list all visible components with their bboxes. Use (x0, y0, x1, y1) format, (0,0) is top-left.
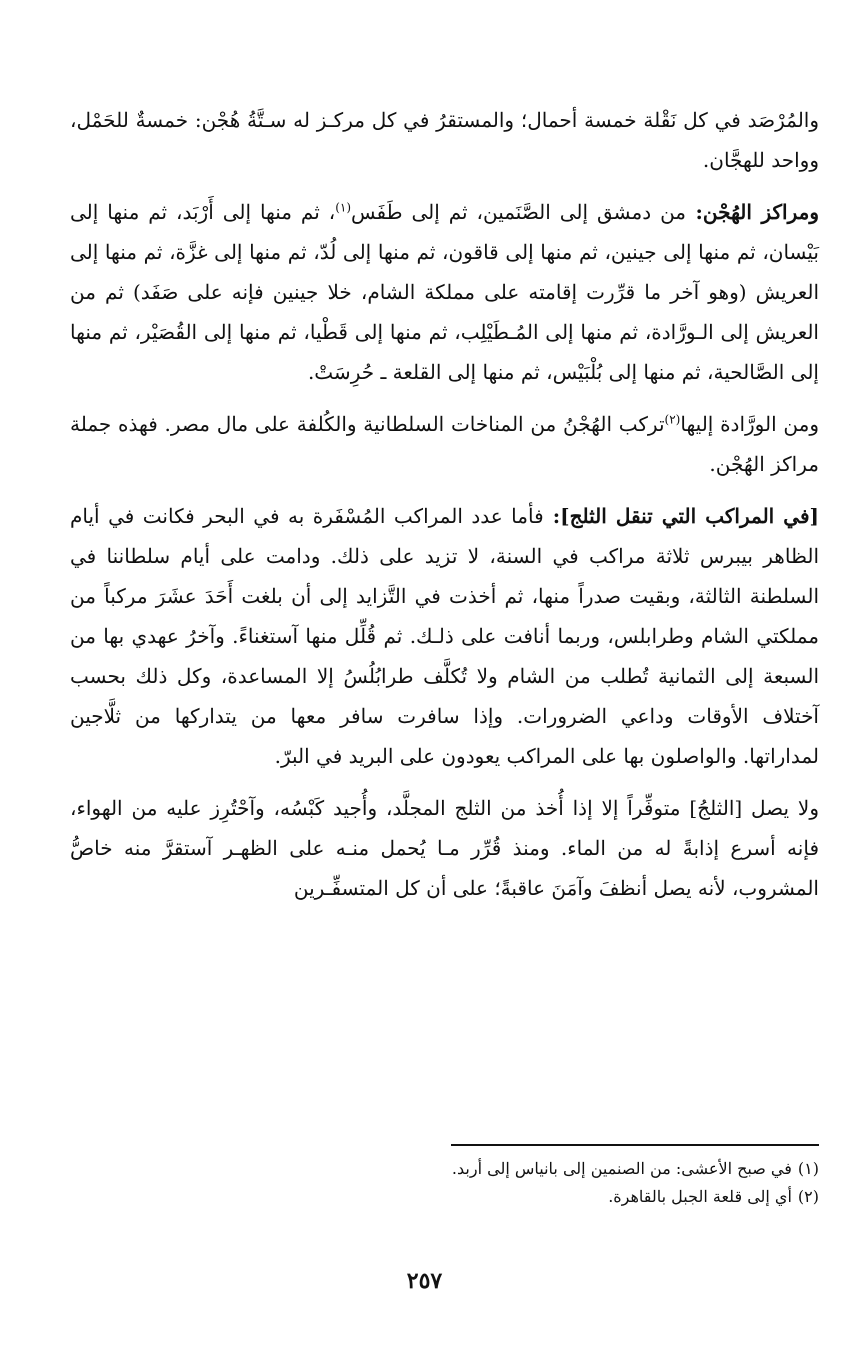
footnote-2 (200, 1183, 819, 1211)
paragraph-ice-ships (70, 496, 819, 776)
paragraph-text-before-ref: ومن الورَّادة إليها (680, 412, 819, 436)
paragraph-text: تركب الهُجْنُ من المناخات السلطانية والكُلفة على مال مصر. فهذه جملة مراكز الهُجْن. (70, 412, 819, 476)
footnote-text: في صبح الأعشى: من الصنمين إلى بانياس إلى أربد. (451, 1159, 792, 1178)
paragraph-text: ولا يصل [الثلجُ] متوفِّراً إلا إذا أُخذ من الثلج المجلَّد، وأُجيد كَبْسُه، وآحْتُرِز عليه من الهواء، فإنه أسرع إذابةً له من الماء. ومنذ قُرِّر مـا يُحمل منـه على الظهـر آستقرَّ منه خاصُّ المشروب، لأنه يصل أنظفَ وآمَنَ عاقبةً؛ على أن كل المتسفِّـرين (70, 796, 820, 900)
footnote-divider (451, 1144, 819, 1146)
paragraph-warrada (70, 404, 819, 484)
page-number: ٢٥٧ (406, 1268, 443, 1294)
footnote-reference-1[interactable]: (١) (335, 200, 352, 215)
paragraph-text: فأما عدد المراكب المُسْفَرة به في البحر فكانت في أيام الظاهر بيبرس ثلاثة مراكب في السنة، لا تزيد على ذلك. ودامت على أيام سلطاننا في السلطنة الثالثة، وبقيت صدراً منها، ثم أخذت في التَّزايد إلى أن بلغت أَحَدَ عشَرَ مركباً من مملكتي الشام وطرابلس، وربما أنافت على ذلـك. ثم قُلِّل منها آستغناءً. وآخرُ عهدي بها من السبعة إلى الثمانية تُطلب من الشام ولا تُكلَّف طرابُلُسُ إلا المساعدة، وكل ذلك بحسب آختلاف الأوقات وداعي الضرورات. وإذا سافرت سافر معها من يتداركها من ثلَّاجين لمداراتها. والواصلون بها على المراكب يعودون على البريد في البرّ. (70, 504, 819, 768)
paragraph-ice-arrival (70, 788, 819, 908)
footnote-number: (١) (797, 1159, 819, 1178)
paragraph-courier-stations (70, 100, 819, 180)
paragraph-camel-stations (70, 192, 819, 392)
footnote-reference-2[interactable]: (٢) (664, 412, 681, 427)
footnote-number: (٢) (797, 1187, 819, 1206)
main-text (70, 100, 819, 908)
footnotes (200, 1155, 819, 1211)
paragraph-text: والمُرْصَد في كل نَقْلة خمسة أحمال؛ والمستقرُ في كل مركـز له سـتَّةُ هُجْن: خمسةٌ للحَمْل، وواحد للهجَّان. (70, 108, 819, 172)
section-heading: [في المراكب التي تنقل الثلج]: (543, 504, 819, 528)
footnote-text: أي إلى قلعة الجبل بالقاهرة. (608, 1187, 792, 1206)
paragraph-text: ، ثم منها إلى أَرْبَد، ثم منها إلى بَيْسان، ثم منها إلى جينين، ثم منها إلى قاقون، ثم منها إلى لُدّ، ثم منها إلى غزَّة، ثم منها إلى العريش (وهو آخر ما قرِّرت إقامته على مملكة الشام، خلا جينين فإنه على صَفَد) ثم من العريش إلى الـورَّادة، ثم منها إلى المُـطَيْلِب، ثم منها إلى قَطْيا، ثم منها إلى القُصَيْر، ثم منها إلى الصَّالحية، ثم منها إلى بُلْبَيْس، ثم منها إلى القلعة ـ حُرِسَتْ. (70, 200, 819, 384)
paragraph-lead: ومراكز الهُجْن: (686, 200, 819, 224)
footnote-1 (200, 1155, 819, 1183)
paragraph-text-before-ref: من دمشق إلى الصَّنَمين، ثم إلى طَفَس (351, 200, 687, 224)
